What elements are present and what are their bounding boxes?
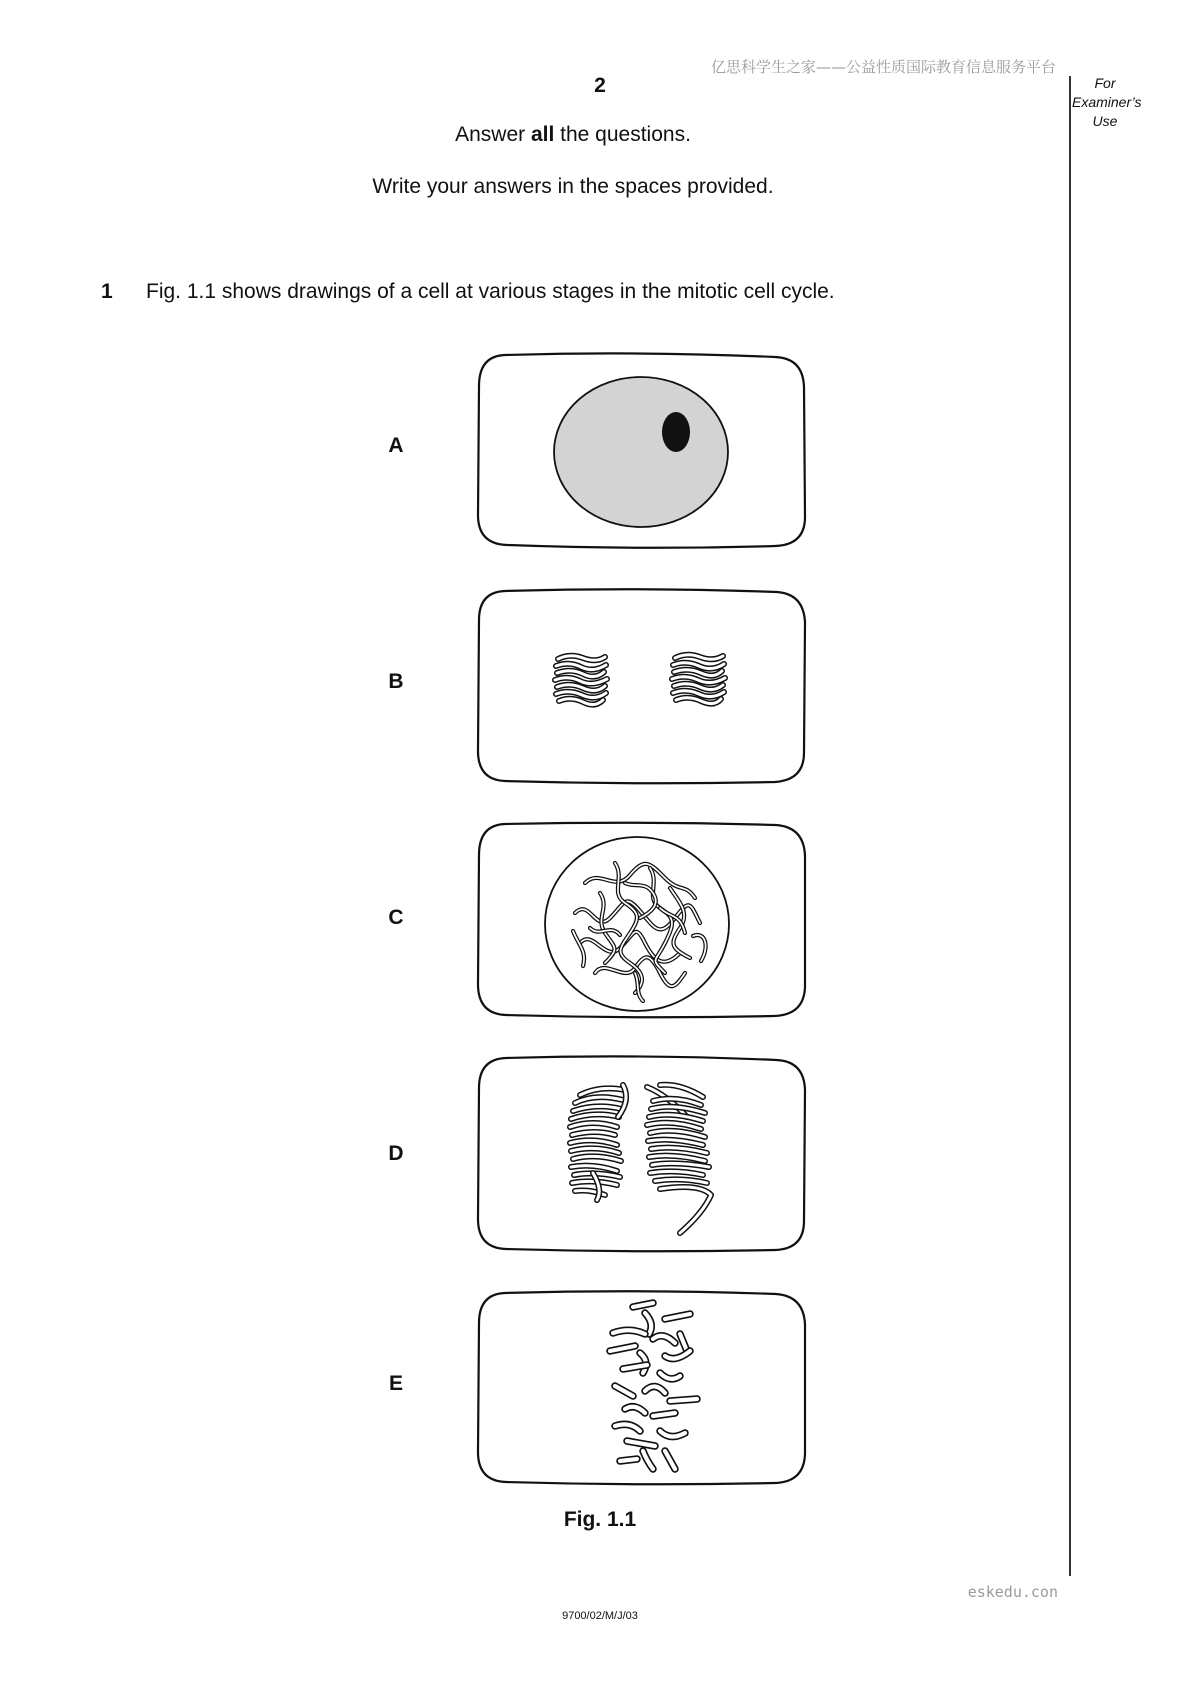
chromosome-fill [653, 1413, 675, 1416]
cell-label-e: E [388, 1372, 403, 1395]
cell-c-drawing [475, 821, 809, 1021]
chromosome-fill [670, 1399, 697, 1401]
instruction-text: the questions. [554, 123, 691, 146]
examiner-label-line: For [1094, 75, 1116, 91]
instruction-write-answers: Write your answers in the spaces provided. [372, 175, 774, 198]
footer-site: eskedu.con [967, 1583, 1058, 1601]
question-text: Fig. 1.1 shows drawings of a cell at various stages in the mitotic cell cycle. [146, 280, 835, 303]
watermark-text: 亿思科学生之家——公益性质国际教育信息服务平台 [710, 58, 1056, 76]
examiner-label-line: Use [1092, 113, 1118, 129]
cell-d-drawing [475, 1055, 809, 1255]
cell-e-drawing [475, 1289, 809, 1489]
cell-label-a: A [388, 434, 404, 457]
instruction-text: Answer [455, 123, 531, 146]
instruction-emphasis: all [530, 123, 555, 146]
cell-a-drawing [475, 352, 809, 552]
nucleus [554, 377, 728, 527]
examiner-margin-rule [1069, 76, 1071, 1576]
nucleolus [662, 412, 690, 452]
examiner-label-line: Examiner’s [1072, 94, 1142, 110]
cell-membrane [478, 1056, 805, 1251]
paper-code: 9700/02/M/J/03 [562, 1610, 638, 1622]
cell-label-c: C [388, 906, 404, 929]
figure-caption: Fig. 1.1 [563, 1508, 637, 1531]
page-number: 2 [594, 74, 606, 97]
question-number: 1 [101, 280, 113, 303]
cell-b-drawing [475, 587, 809, 787]
instruction-answer-all [0, 123, 1146, 147]
chromosome-fill [620, 1459, 637, 1461]
cell-membrane [478, 589, 805, 783]
cell-label-b: B [388, 670, 404, 693]
cell-label-d: D [388, 1142, 404, 1165]
